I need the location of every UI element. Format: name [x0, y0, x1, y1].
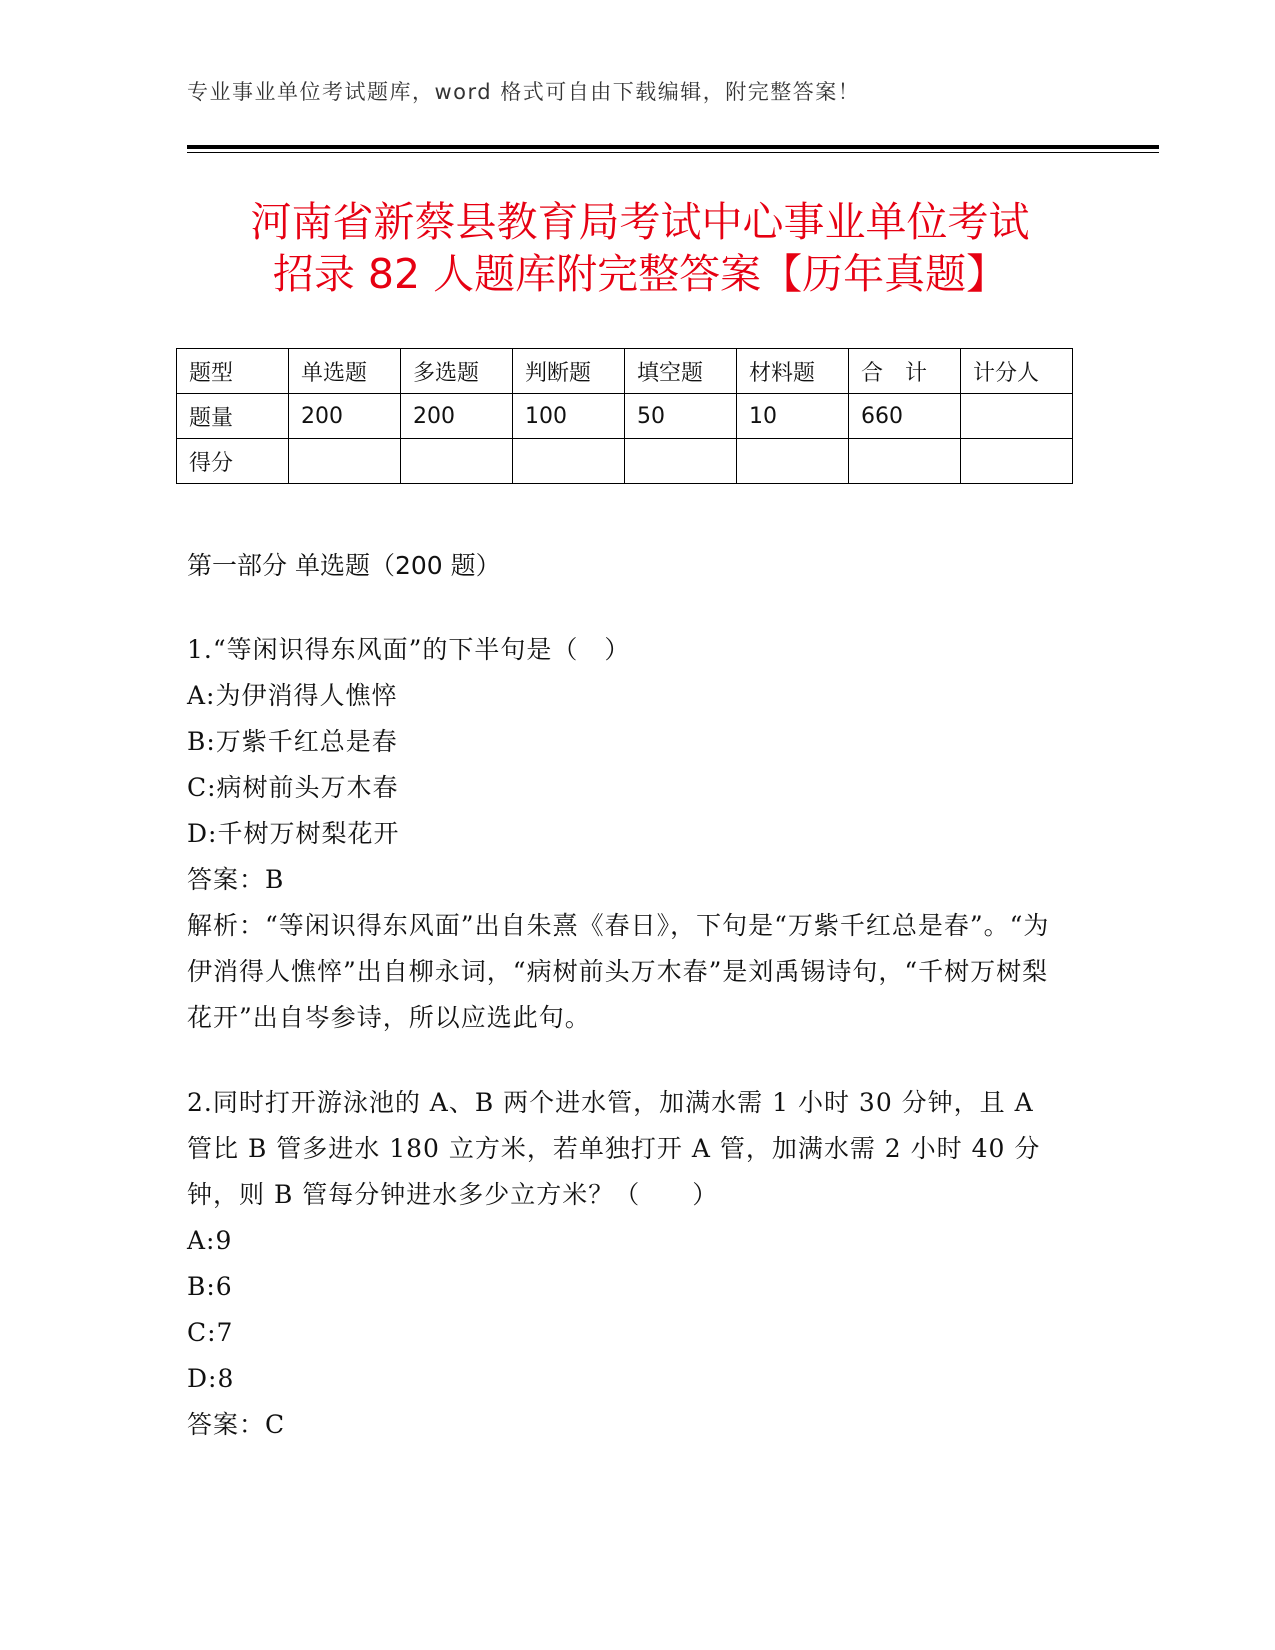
table-cell: 200 — [401, 394, 513, 439]
option-c: C:7 — [187, 1318, 234, 1347]
table-cell: 单选题 — [289, 349, 401, 394]
analysis — [187, 903, 1067, 1041]
score-table-count-row — [177, 394, 1073, 439]
header-rule-thin — [187, 152, 1159, 153]
question-stem: 1.“等闲识得东风面”的下半句是（ ） — [187, 635, 631, 664]
table-cell — [625, 439, 737, 484]
table-cell: 得分 — [177, 439, 289, 484]
section-title: 第一部分 单选题（200 题） — [187, 551, 501, 580]
score-table-header-row — [177, 349, 1073, 394]
option-b: B:万紫千红总是春 — [187, 727, 398, 756]
question-2 — [187, 1080, 1067, 1448]
option-a: A:9 — [187, 1226, 233, 1255]
table-cell — [961, 439, 1073, 484]
option-a: A:为伊消得人憔悴 — [187, 681, 398, 710]
option-d: D:千树万树梨花开 — [187, 819, 400, 848]
answer-value: B — [265, 865, 285, 894]
table-cell: 题型 — [177, 349, 289, 394]
table-cell: 10 — [737, 394, 849, 439]
table-cell: 100 — [513, 394, 625, 439]
table-cell — [737, 439, 849, 484]
table-cell: 材料题 — [737, 349, 849, 394]
table-cell — [289, 439, 401, 484]
score-table-score-row — [177, 439, 1073, 484]
question-1 — [187, 627, 1067, 1041]
title-line-2: 招录 82 人题库附完整答案【历年真题】 — [272, 250, 1008, 298]
answer — [187, 857, 1067, 903]
question-stem: 2.同时打开游泳池的 A、B 两个进水管，加满水需 1 小时 30 分钟，且 A 管比 B 管多进水 180 立方米，若单独打开 A 管，加满水需 2 小时 40 分钟，则 B 管每分钟进水多少立方米？（ ） — [187, 1088, 1041, 1209]
table-cell: 题量 — [177, 394, 289, 439]
analysis-text: “等闲识得东风面”出自朱熹《春日》，下句是“万紫千红总是春”。“为伊消得人憔悴”出自柳永词，“病树前头万木春”是刘禹锡诗句，“千树万树梨花开”出自岑参诗，所以应选此句。 — [187, 911, 1050, 1032]
table-cell: 多选题 — [401, 349, 513, 394]
answer-label: 答案： — [187, 865, 266, 894]
answer-value: C — [265, 1410, 286, 1439]
table-cell — [513, 439, 625, 484]
table-cell: 50 — [625, 394, 737, 439]
option-d: D:8 — [187, 1364, 235, 1393]
table-cell: 200 — [289, 394, 401, 439]
option-c: C:病树前头万木春 — [187, 773, 399, 802]
analysis-label: 解析： — [187, 911, 266, 940]
answer — [187, 1402, 1067, 1448]
table-cell: 填空题 — [625, 349, 737, 394]
table-cell: 计分人 — [961, 349, 1073, 394]
table-cell: 合 计 — [849, 349, 961, 394]
table-cell — [401, 439, 513, 484]
option-b: B:6 — [187, 1272, 233, 1301]
document-title — [140, 196, 1140, 300]
header-rule-thick — [187, 145, 1159, 149]
header-note: 专业事业单位考试题库，word 格式可自由下载编辑，附完整答案！ — [187, 80, 861, 104]
table-cell: 判断题 — [513, 349, 625, 394]
score-table — [176, 348, 1073, 484]
title-line-1: 河南省新蔡县教育局考试中心事业单位考试 — [250, 198, 1030, 246]
table-cell — [961, 394, 1073, 439]
table-cell — [849, 439, 961, 484]
table-cell: 660 — [849, 394, 961, 439]
answer-label: 答案： — [187, 1410, 266, 1439]
